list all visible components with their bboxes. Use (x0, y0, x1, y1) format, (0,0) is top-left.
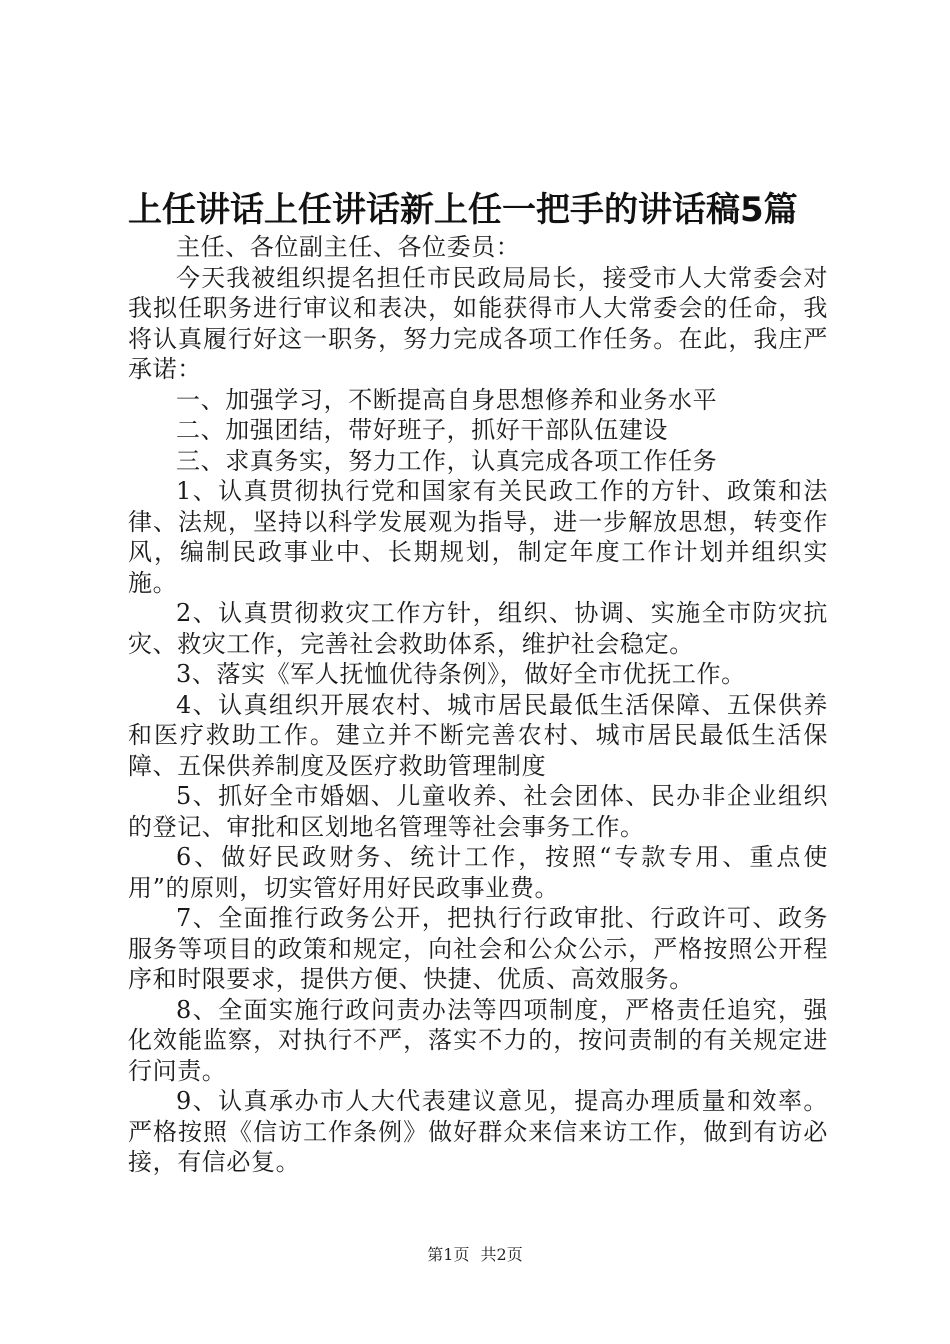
task-item-5: 5、抓好全市婚姻、儿童收养、社会团体、民办非企业组织的登记、审批和区划地名管理等社会事务工作。 (128, 782, 828, 841)
commitment-item-1: 一、加强学习，不断提高自身思想修养和业务水平 (176, 385, 718, 414)
page-number: 第1页 (427, 1245, 470, 1264)
task-item-2: 2、认真贯彻救灾工作方针，组织、协调、实施全市防灾抗灾、救灾工作，完善社会救助体系，维护社会稳定。 (128, 599, 828, 658)
page-total: 共2页 (480, 1245, 523, 1264)
task-item-6: 6、做好民政财务、统计工作，按照“专款专用、重点使用”的原则，切实管好用好民政事业费。 (128, 843, 828, 902)
task-item-3: 3、落实《军人抚恤优待条例》，做好全市优抚工作。 (176, 660, 746, 688)
intro-paragraph: 今天我被组织提名担任市民政局局长，接受市人大常委会对我拟任职务进行审议和表决，如能获得市人大常委会的任命，我将认真履行好这一职务，努力完成各项工作任务。在此，我庄严承诺： (128, 263, 828, 383)
salutation: 主任、各位副主任、各位委员： (176, 233, 521, 261)
task-item-1: 1、认真贯彻执行党和国家有关民政工作的方针、政策和法律、法规，坚持以科学发展观为指导，进一步解放思想，转变作风，编制民政事业中、长期规划，制定年度工作计划并组织实施。 (128, 477, 828, 597)
task-item-8: 8、全面实施行政问责办法等四项制度，严格责任追究，强化效能监察，对执行不严，落实不力的，按问责制的有关规定进行问责。 (128, 995, 828, 1085)
task-item-7: 7、全面推行政务公开，把执行行政审批、行政许可、政务服务等项目的政策和规定，向社会和公众公示，严格按照公开程序和时限要求，提供方便、快捷、优质、高效服务。 (128, 904, 828, 993)
commitment-item-3: 三、求真务实，努力工作，认真完成各项工作任务 (176, 446, 718, 475)
task-item-4: 4、认真组织开展农村、城市居民最低生活保障、五保供养和医疗救助工作。建立并不断完善农村、城市居民最低生活保障、五保供养制度及医疗救助管理制度 (128, 690, 828, 780)
document-title: 上任讲话上任讲话新上任一把手的讲话稿5篇 (128, 190, 798, 230)
commitment-item-2: 二、加强团结，带好班子，抓好干部队伍建设 (176, 416, 668, 444)
page-footer (0, 1244, 950, 1266)
document-body (128, 232, 828, 1178)
task-item-9: 9、认真承办市人大代表建议意见，提高办理质量和效率。严格按照《信访工作条例》做好群众来信来访工作，做到有访必接，有信必复。 (128, 1087, 828, 1176)
